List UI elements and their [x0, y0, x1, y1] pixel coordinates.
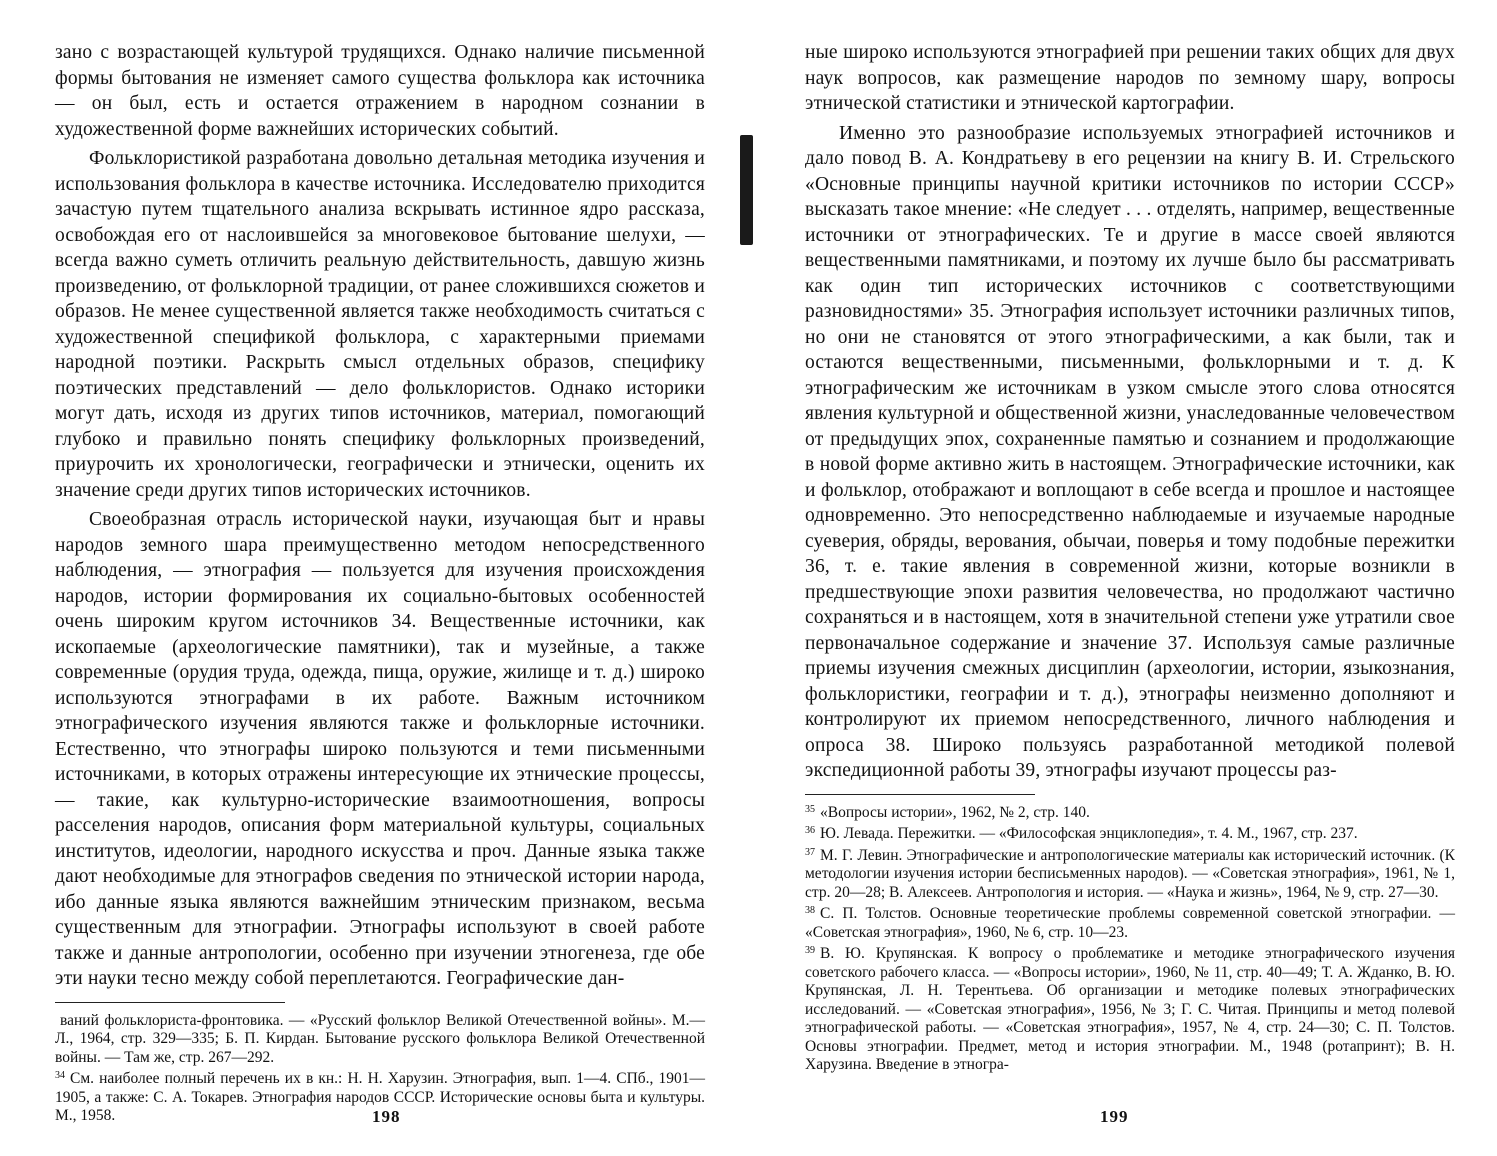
- left-paragraph-1: зано с возрастающей культурой трудящихся. Однако наличие письменной формы бытования не изменяет самого существа фольклора как источника — он был, есть и остается отражением в народном сознании в художественной форме важнейших исторических событий.: [55, 42, 705, 140]
- left-paragraph-3: Своеобразная отрасль исторической науки, изучающая быт и нравы народов земного шара преимущественно методом непосредственного наблюдения, — этнография — пользуется для изучения происхождения народов, истории формирования их социально-бытовых особенностей очень широким кругом источников 34. Вещественные источники, как ископаемые (археологические памятники), так и музейные, а также современные (орудия труда, одежда, пища, оружие, жилище и т. д.) широко используются этнографами в их работе. Важным источником этнографического изучения являются также и фольклорные источники. Естественно, что этнографы широко пользуются и теми письменными источниками, в которых отражены интересующие их этнические процессы, — такие, как культурно-исторические взаимоотношения, вопросы расселения народов, описания форм материальной культуры, социальных институтов, идеологии, народного искусства и проч. Данные языка также дают необходимые для этнографов сведения по этнической истории народа, ибо данные языка являются важнейшим этническим признаком, весьма существенным для этнографии. Этнографы используют в своей работе также и данные антропологии, особенно при изучении этногенеза, где обе эти науки тесно между собой переплетаются. Географические дан-: [55, 509, 705, 989]
- footnote-39: $^{39}$ В. Ю. Крупянская. К вопросу о проблематике и методике этнографического изучения советского рабочего класса. — «Вопросы истории», 1960, № 11, стр. 40—49; Т. А. Жданко, В. Ю. Крупянская, Л. Н. Терентьева. Об организации и методике полевых этнографических исследований. — «Советская этнография», 1956, № 3; Г. С. Читая. Принципы и метод полевой этнографической работы. — «Советская этнография», 1957, № 4, стр. 24—30; С. П. Толстов. Основы этнографии. Предмет, метод и история этнографии. М., 1948 (ротапринт); В. Н. Харузина. Введение в этногра-: [805, 945, 1455, 1073]
- footnote-divider: [55, 1002, 285, 1003]
- right-paragraph-2: Именно это разнообразие используемых этнографией источников и дало повод В. А. Кондратьеву в его рецензии на книгу В. И. Стрельского «Основные принципы научной критики источников по истории СССР» высказать такое мнение: «Не следует . . . отделять, например, вещественные источники от этнографических. Те и другие в массе своей являются вещественными памятниками, и поэтому их лучше было бы рассматривать как один тип исторических источников с соответствующими разновидностями» 35. Этнография использует источники различных типов, но они не становятся от этого этнографическими, а как были, так и остаются вещественными, письменными, фольклорными и т. д. К этнографическим же источникам в узком смысле этого слова относятся явления культурной и общественной жизни, унаследованные человечеством от предыдущих эпох, сохраненные памятью и сознанием и продолжающие в новой форме активно жить в настоящем. Этнографические источники, как и фольклор, отображают и воплощают в себе всегда и прошлое и настоящее одновременно. Это непосредственно наблюдаемые и изучаемые народные суеверия, обряды, верования, обычаи, поверья и тому подобные пережитки 36, т. е. такие явления в современной жизни, которые возникли в предшествующие эпохи развития человечества, но продолжают частично сохраняться и в настоящем, хотя в значительной степени уже утратили свое первоначальное содержание и значение 37. Используя самые различные приемы изучения смежных дисциплин (археологии, истории, языкознания, фольклористики, географии и т. д.), этнографы неизменно дополняют и контролируют их приемом непосредственного, личного наблюдения и опроса 38. Широко пользуясь разработанной методикой полевой экспедиционной работы 39, этнографы изучают процессы раз-: [805, 122, 1455, 781]
- page-number-left: 198: [372, 1107, 401, 1126]
- footnote-37: $^{37}$ М. Г. Левин. Этнографические и антропологические материалы как исторический источник. (К методологии изучения истории бесписьменных народов). — «Советская этнография», 1961, № 1, стр. 20—28; В. Алексеев. Антропология и история. — «Наука и жизнь», 1964, № 9, стр. 27—30.: [805, 846, 1455, 901]
- footnote-34: $^{34}$ См. наиболее полный перечень их в кн.: Н. Н. Харузин. Этнография, вып. 1—4. СПб., 1901—1905, а также: С. А. Токарев. Этнография народов СССР. Исторические основы быта и культуры. М., 1958.: [55, 1070, 705, 1124]
- left-paragraph-2: Фольклористикой разработана довольно детальная методика изучения и использования фольклора в качестве источника. Исследователю приходится зачастую путем тщательного анализа вскрывать истинное ядро рассказа, освобождая его от наслоившейся за многовековое бытование шелухи, — всегда важно суметь отличить реальную действительность, давшую жизнь произведению, от фольклорной традиции, от ранее сложившихся сюжетов и образов. Не менее существенной является также необходимость считаться с художественной спецификой фольклора, с характерными приемами народной поэтики. Раскрыть смысл отдельных образов, специфику поэтических представлений — дело фольклористов. Однако историки могут дать, исходя из других типов источников, материал, помогающий глубоко и правильно понять специфику фольклорных произведений, приурочить их хронологически, географически и этнически, оценить их значение среди других типов исторических источников.: [55, 148, 705, 501]
- right-page: [805, 40, 1455, 1075]
- footnote-divider: [805, 794, 1035, 795]
- left-page: [55, 40, 705, 1126]
- footnote-36: $^{36}$ Ю. Левада. Пережитки. — «Философская энциклопедия», т. 4. М., 1967, стр. 237.: [805, 825, 1358, 842]
- page-number-right: 199: [1100, 1107, 1129, 1126]
- scan-margin-mark: [740, 135, 753, 245]
- footnote-38: $^{38}$ С. П. Толстов. Основные теоретические проблемы современной советской этнографии. — «Советская этнография», 1960, № 6, стр. 10—23.: [805, 905, 1455, 941]
- footnote-35: $^{35}$ «Вопросы истории», 1962, № 2, стр. 140.: [805, 803, 1090, 821]
- right-footnotes: [805, 801, 1455, 1075]
- footnote-continued: ваний фольклориста-фронтовика. — «Русский фольклор Великой Отечественной войны». М.—Л., 1964, стр. 329—335; Б. П. Кирдан. Бытование русского фольклора Великой Отечественной войны. — Там же, стр. 267—292.: [55, 1011, 705, 1066]
- right-paragraph-1: ные широко используются этнографией при решении таких общих для двух наук вопросов, как размещение народов по земному шару, вопросы этнической статистики и этнической картографии.: [805, 42, 1455, 114]
